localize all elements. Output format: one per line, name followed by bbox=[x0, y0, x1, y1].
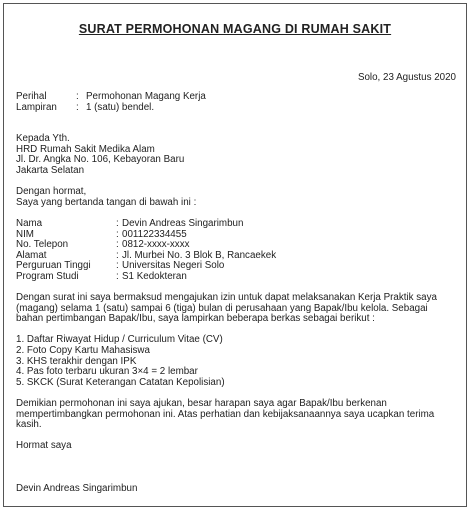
letter-body bbox=[16, 92, 456, 495]
applicant-field bbox=[16, 261, 456, 272]
field-colon: : bbox=[116, 217, 119, 229]
letter-date: Solo, 23 Agustus 2020 bbox=[357, 72, 456, 83]
field-label: Alamat bbox=[16, 249, 47, 261]
recipient-line: Jl. Dr. Angka No. 106, Kebayoran Baru bbox=[16, 154, 185, 166]
field-label: Program Studi bbox=[16, 270, 79, 282]
field-label: Lampiran bbox=[16, 101, 57, 113]
field-value: S1 Kedokteran bbox=[122, 270, 187, 282]
signature-name: Devin Andreas Singarimbun bbox=[16, 483, 138, 494]
applicant-field bbox=[16, 230, 456, 241]
field-perihal bbox=[16, 92, 456, 103]
list-item: 4. Pas foto terbaru ukuran 3×4 = 2 lembar bbox=[16, 366, 198, 378]
paragraph-closing: Demikian permohonan ini saya ajukan, besar harapan saya agar Bapak/Ibu berkenan mempertimbangkan permohonan ini. Atas perhatian dan kebijaksanaannya saya ucapkan terima kasih. bbox=[16, 398, 435, 431]
attachment-list bbox=[16, 335, 456, 388]
field-value: Jl. Murbei No. 3 Blok B, Rancaekek bbox=[122, 249, 277, 261]
field-value: 001122334455 bbox=[122, 228, 187, 240]
field-label: NIM bbox=[16, 228, 34, 240]
field-value: 1 (satu) bendel. bbox=[86, 101, 155, 113]
field-lampiran bbox=[16, 103, 456, 114]
field-value: Permohonan Magang Kerja bbox=[86, 91, 206, 102]
list-item: 1. Daftar Riwayat Hidup / Curriculum Vitae (CV) bbox=[16, 334, 223, 346]
field-value: Devin Andreas Singarimbun bbox=[122, 217, 244, 229]
list-item: 3. KHS terakhir dengan IPK bbox=[16, 355, 137, 367]
intro: Saya yang bertanda tangan di bawah ini : bbox=[16, 196, 197, 208]
recipient-line: Jakarta Selatan bbox=[16, 164, 85, 176]
field-colon: : bbox=[116, 270, 119, 282]
field-colon: : bbox=[116, 239, 119, 251]
field-colon: : bbox=[116, 260, 119, 272]
list-item: 5. SKCK (Surat Keterangan Catatan Kepolisian) bbox=[16, 376, 225, 388]
letter-page bbox=[3, 3, 467, 507]
field-value: Universitas Negeri Solo bbox=[122, 260, 225, 272]
field-label: Nama bbox=[16, 217, 43, 229]
letter-title: SURAT PERMOHONAN MAGANG DI RUMAH SAKIT bbox=[78, 22, 392, 36]
field-colon: : bbox=[116, 228, 119, 240]
field-colon: : bbox=[76, 101, 79, 113]
recipient-line: Kepada Yth. bbox=[16, 133, 70, 145]
recipient-line: HRD Rumah Sakit Medika Alam bbox=[16, 143, 155, 155]
field-colon: : bbox=[76, 91, 79, 102]
field-colon: : bbox=[116, 249, 119, 261]
greeting: Dengan hormat, bbox=[16, 186, 87, 198]
paragraph-request: Dengan surat ini saya bermaksud mengajukan izin untuk dapat melaksanakan Kerja Praktik saya (magang) selama 1 (satu) sampai 6 (tiga) bulan di perusahaan yang Bapak/Ibu kelola. Sebagai bahan pertimbangan Bapak/Ibu, saya lampirkan beberapa berkas sebagai berikut : bbox=[16, 292, 437, 325]
field-label: Perguruan Tinggi bbox=[16, 260, 91, 272]
field-label: Perihal bbox=[16, 91, 47, 102]
applicant-field bbox=[16, 219, 456, 230]
field-label: No. Telepon bbox=[16, 239, 69, 251]
list-item: 2. Foto Copy Kartu Mahasiswa bbox=[16, 345, 150, 357]
applicant-field bbox=[16, 272, 456, 283]
field-value: 0812-xxxx-xxxx bbox=[122, 239, 190, 251]
closing-salutation: Hormat saya bbox=[16, 440, 72, 452]
